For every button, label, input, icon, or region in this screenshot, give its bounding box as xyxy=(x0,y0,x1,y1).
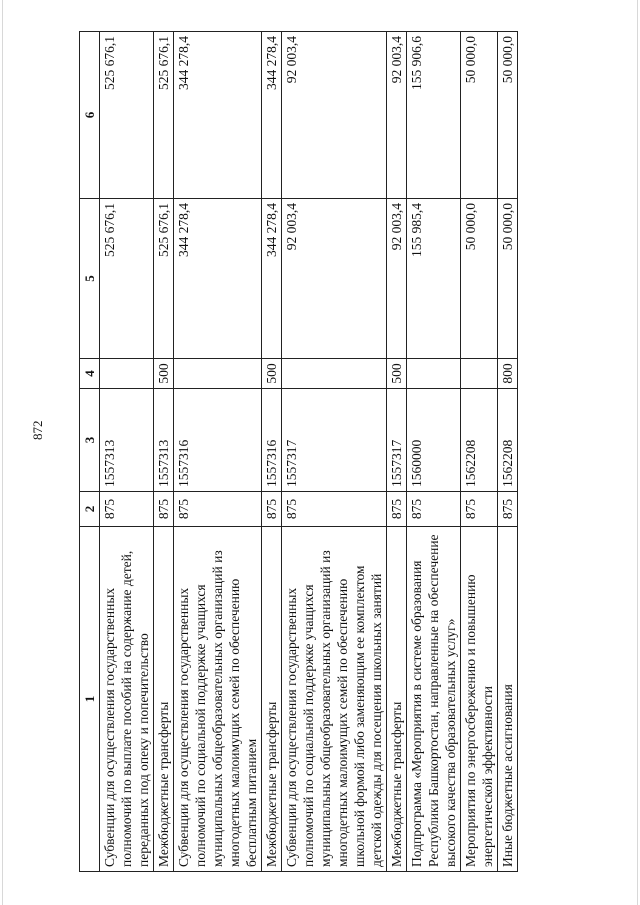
cell-c3: 1557313 xyxy=(154,389,174,492)
table-row xyxy=(498,32,518,872)
row-name: Межбюджетные трансферты xyxy=(387,527,407,872)
budget-table xyxy=(79,31,518,872)
row-name: Иные бюджетные ассигнования xyxy=(498,527,518,872)
row-name: Субвенции для осуществления государственных полномочий по выплате пособий на содержание детей, переданных под опеку и попечительство xyxy=(100,527,154,872)
column-header-4: 4 xyxy=(80,359,100,389)
cell-c3: 1557317 xyxy=(282,389,387,492)
table-row xyxy=(387,32,407,872)
cell-c2: 875 xyxy=(174,492,262,527)
cell-c6: 50 000,0 xyxy=(461,32,498,199)
row-name: Межбюджетные трансферты xyxy=(154,527,174,872)
cell-c2: 875 xyxy=(262,492,282,527)
cell-c2: 875 xyxy=(407,492,461,527)
cell-c5: 50 000,0 xyxy=(498,199,518,359)
cell-c6: 92 003,4 xyxy=(387,32,407,199)
table-row xyxy=(174,32,262,872)
cell-c2: 875 xyxy=(100,492,154,527)
cell-c2: 875 xyxy=(282,492,387,527)
table-row xyxy=(154,32,174,872)
cell-c4 xyxy=(174,359,262,389)
row-name: Субвенции для осуществления государственных полномочий по социальной поддержке учащихся муниципальных общеобразовательных организаций из многодетных малоимущих семей по обеспечению школьной формой либо заменяющим ее комплектом детской одежды для посещения школьных занятий xyxy=(282,527,387,872)
cell-c6: 525 676,1 xyxy=(154,32,174,199)
cell-c4 xyxy=(461,359,498,389)
scan-edge-left xyxy=(2,0,3,905)
cell-c6: 92 003,4 xyxy=(282,32,387,199)
cell-c4: 500 xyxy=(154,359,174,389)
cell-c6: 525 676,1 xyxy=(100,32,154,199)
column-header-3: 3 xyxy=(80,389,100,492)
cell-c5: 92 003,4 xyxy=(387,199,407,359)
page-number: 872 xyxy=(30,420,45,440)
table-row xyxy=(461,32,498,872)
row-name: Субвенции для осуществления государственных полномочий по социальной поддержке учащихся муниципальных общеобразовательных организаций из многодетных малоимущих семей по обеспечению бесплатным питанием xyxy=(174,527,262,872)
table-row xyxy=(262,32,282,872)
budget-table-container xyxy=(79,32,574,872)
header-row xyxy=(80,32,100,872)
table-row xyxy=(407,32,461,872)
cell-c5: 92 003,4 xyxy=(282,199,387,359)
cell-c3: 1560000 xyxy=(407,389,461,492)
cell-c6: 155 906,6 xyxy=(407,32,461,199)
cell-c3: 1557316 xyxy=(174,389,262,492)
cell-c5: 525 676,1 xyxy=(100,199,154,359)
cell-c3: 1557316 xyxy=(262,389,282,492)
cell-c3: 1557313 xyxy=(100,389,154,492)
row-name: Подпрограмма «Мероприятия в системе образования Республики Башкортостан, направленные на обеспечение высокого качества образовательных услуг» xyxy=(407,527,461,872)
cell-c3: 1562208 xyxy=(461,389,498,492)
cell-c6: 344 278,4 xyxy=(262,32,282,199)
cell-c5: 344 278,4 xyxy=(262,199,282,359)
cell-c5: 155 985,4 xyxy=(407,199,461,359)
row-name: Межбюджетные трансферты xyxy=(262,527,282,872)
cell-c2: 875 xyxy=(461,492,498,527)
column-header-5: 5 xyxy=(80,199,100,359)
cell-c5: 344 278,4 xyxy=(174,199,262,359)
cell-c5: 525 676,1 xyxy=(154,199,174,359)
cell-c6: 50 000,0 xyxy=(498,32,518,199)
column-header-6: 6 xyxy=(80,32,100,199)
cell-c6: 344 278,4 xyxy=(174,32,262,199)
table-row xyxy=(282,32,387,872)
table-row xyxy=(100,32,154,872)
column-header-2: 2 xyxy=(80,492,100,527)
cell-c3: 1562208 xyxy=(498,389,518,492)
cell-c4 xyxy=(407,359,461,389)
cell-c2: 875 xyxy=(387,492,407,527)
cell-c4: 800 xyxy=(498,359,518,389)
cell-c2: 875 xyxy=(498,492,518,527)
column-header-1: 1 xyxy=(80,527,100,872)
cell-c2: 875 xyxy=(154,492,174,527)
row-name: Мероприятия по энергосбережению и повышению энергетической эффективности xyxy=(461,527,498,872)
cell-c4: 500 xyxy=(262,359,282,389)
cell-c4 xyxy=(282,359,387,389)
cell-c5: 50 000,0 xyxy=(461,199,498,359)
cell-c3: 1557317 xyxy=(387,389,407,492)
cell-c4: 500 xyxy=(387,359,407,389)
scan-edge-right xyxy=(637,0,638,905)
cell-c4 xyxy=(100,359,154,389)
